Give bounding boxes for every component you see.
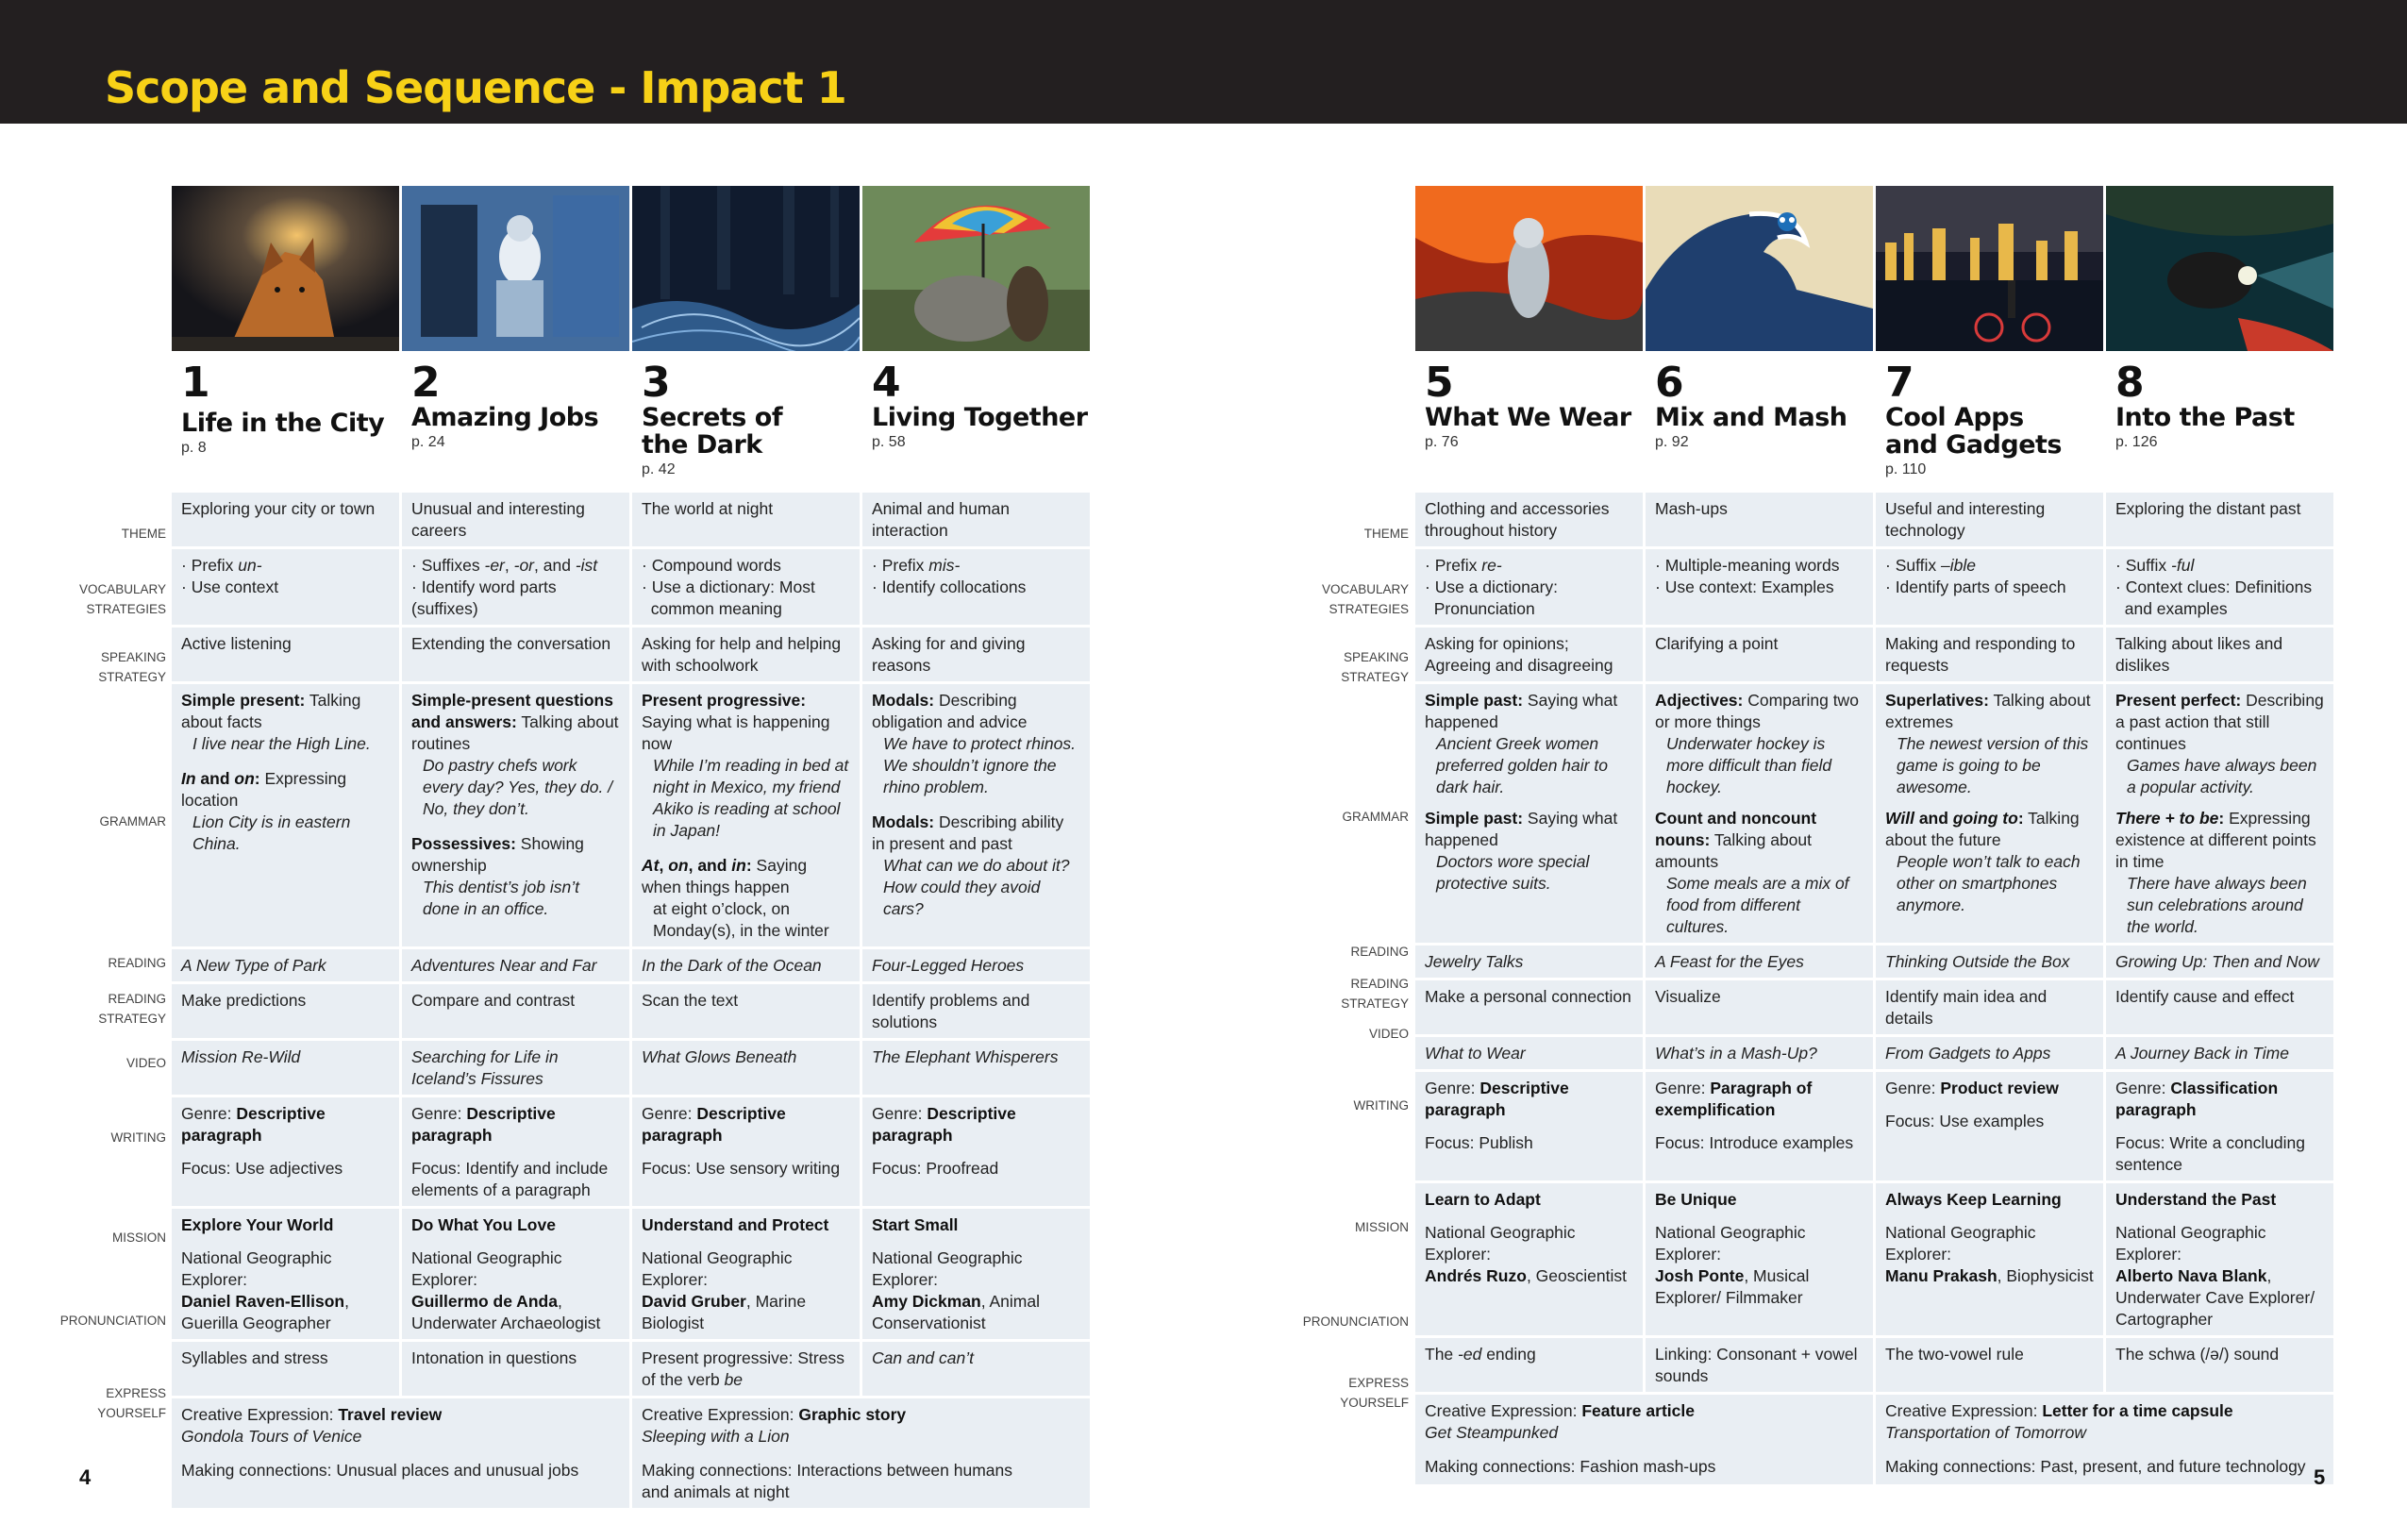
- city-night-photo: [1876, 186, 2103, 351]
- video-cell: Searching for Life in Iceland’s Fissures: [402, 1041, 629, 1095]
- row-vocabulary: [1415, 549, 2333, 625]
- label-reading-strategy: READING STRATEGY: [1341, 977, 1409, 1011]
- scope-table-right: [1412, 490, 2336, 1487]
- writing-cell: Genre: Descriptive paragraph Focus: Publish: [1415, 1072, 1643, 1180]
- label-video: VIDEO: [125, 1056, 166, 1070]
- unit-title-line2: and Gadgets: [1885, 430, 2062, 460]
- row-reading: [172, 949, 1090, 981]
- theme-cell: Clothing and accessories throughout history: [1415, 493, 1643, 546]
- grammar-cell: Simple-present questions and answers: Talking about routines Do pastry chefs work every day? Yes, they do. / No, they don’t. Possessives: Showing ownership This dentist’s job isn’t done in an office.: [402, 684, 629, 946]
- page-title: Scope and Sequence - Impact 1: [105, 62, 846, 113]
- row-mission: [1415, 1183, 2333, 1335]
- speaking-cell: Extending the conversation: [402, 628, 629, 681]
- express-cell: Creative Expression: Feature article Get Steampunked Making connections: Fashion mash-ups: [1415, 1395, 1873, 1484]
- unit-number: 8: [2115, 359, 2145, 407]
- reading-cell: Adventures Near and Far: [402, 949, 629, 981]
- pronunciation-cell: The two-vowel rule: [1876, 1338, 2103, 1392]
- cave-diver-photo: [2106, 186, 2333, 351]
- row-theme: [1415, 493, 2333, 546]
- unit-title: Life in the City: [181, 409, 385, 438]
- video-cell: From Gadgets to Apps: [1876, 1037, 2103, 1069]
- reading-strategy-cell: Make predictions: [172, 984, 399, 1038]
- unit-title: Living Together: [872, 403, 1088, 432]
- vocab-cell: · Prefix re- · Use a dictionary: Pronunciation: [1415, 549, 1643, 625]
- label-express: EXPRESS YOURSELF: [1340, 1376, 1409, 1410]
- grammar-cell: Present progressive: Saying what is happening now While I’m reading in bed at night in Mexico, my friend Akiko is reading at school in Japan! At, on, and in: Saying when things happen at eight o’clock, on Monday(s), in the winter: [632, 684, 860, 946]
- unit-title: Amazing Jobs: [411, 403, 599, 432]
- label-pronunciation: PRONUNCIATION: [59, 1314, 166, 1328]
- label-mission: MISSION: [1354, 1220, 1409, 1234]
- label-speaking: SPEAKING STRATEGY: [98, 650, 166, 684]
- reading-strategy-cell: Identify cause and effect: [2106, 980, 2333, 1034]
- scope-table-left: [169, 490, 1093, 1511]
- unit-page: p. 8: [181, 440, 207, 456]
- unit-number: 2: [411, 359, 441, 407]
- speaking-cell: Active listening: [172, 628, 399, 681]
- grammar-cell: Simple present: Talking about facts I live near the High Line. In and on: Expressing location Lion City is in eastern China.: [172, 684, 399, 946]
- unit-page: p. 92: [1655, 434, 1689, 450]
- lava-suit-photo: [1415, 186, 1643, 351]
- unit-header[interactable]: [2106, 359, 2333, 490]
- label-video: VIDEO: [1368, 1027, 1409, 1041]
- reading-strategy-cell: Scan the text: [632, 984, 860, 1038]
- pronunciation-cell: The schwa (/ə/) sound: [2106, 1338, 2333, 1392]
- speaking-cell: Asking for opinions; Agreeing and disagreeing: [1415, 628, 1643, 681]
- unit-photos: [1415, 186, 2336, 351]
- vocab-cell: · Prefix un- · Use context: [172, 549, 399, 625]
- glowing-forest-photo: [632, 186, 860, 351]
- row-video: [1415, 1037, 2333, 1069]
- reading-cell: In the Dark of the Ocean: [632, 949, 860, 981]
- label-grammar: GRAMMAR: [99, 814, 166, 829]
- unit-page: p. 126: [2115, 434, 2158, 450]
- row-vocabulary: [172, 549, 1090, 625]
- rhino-umbrella-photo: [862, 186, 1090, 351]
- row-mission: [172, 1209, 1090, 1339]
- unit-header[interactable]: [402, 359, 629, 490]
- speaking-cell: Clarifying a point: [1646, 628, 1873, 681]
- theme-cell: Animal and human interaction: [862, 493, 1090, 546]
- fox-photo: [172, 186, 399, 351]
- unit-photos: [172, 186, 1093, 351]
- vocab-cell: · Multiple-meaning words · Use context: Examples: [1646, 549, 1873, 625]
- unit-page: p. 42: [642, 461, 676, 477]
- vocab-cell: · Compound words · Use a dictionary: Most common meaning: [632, 549, 860, 625]
- video-cell: A Journey Back in Time: [2106, 1037, 2333, 1069]
- grammar-cell: Present perfect: Describing a past action that still continues Games have always been a popular activity. There + to be: Expressing existence at different points in time There have always been sun celebrations around the world.: [2106, 684, 2333, 943]
- reading-strategy-cell: Identify problems and solutions: [862, 984, 1090, 1038]
- theme-cell: The world at night: [632, 493, 860, 546]
- label-writing: WRITING: [110, 1130, 166, 1145]
- theme-cell: Unusual and interesting careers: [402, 493, 629, 546]
- writing-cell: Genre: Descriptive paragraph Focus: Use sensory writing: [632, 1097, 860, 1206]
- grammar-cell: Modals: Describing obligation and advice We have to protect rhinos. We shouldn’t ignore the rhino problem. Modals: Describing ability in present and past What can we do about it? How could they avoid cars?: [862, 684, 1090, 946]
- writing-cell: Genre: Descriptive paragraph Focus: Proofread: [862, 1097, 1090, 1206]
- reading-cell: A Feast for the Eyes: [1646, 946, 1873, 978]
- mission-cell: Understand the Past National Geographic Explorer: Alberto Nava Blank, Underwater Cave Explorer/ Cartographer: [2106, 1183, 2333, 1335]
- unit-number: 6: [1655, 359, 1684, 407]
- page-number-right: 5: [2314, 1465, 2326, 1489]
- row-video: [172, 1041, 1090, 1095]
- unit-page: p. 76: [1425, 434, 1459, 450]
- express-cell: Creative Expression: Graphic story Sleeping with a Lion Making connections: Interactions between humans and animals at night: [632, 1398, 1090, 1508]
- row-speaking: [172, 628, 1090, 681]
- label-express: EXPRESS YOURSELF: [97, 1386, 166, 1420]
- label-theme: THEME: [121, 527, 166, 541]
- mission-cell: Learn to Adapt National Geographic Explorer: Andrés Ruzo, Geoscientist: [1415, 1183, 1643, 1335]
- unit-number: 5: [1425, 359, 1454, 407]
- row-express: [1415, 1395, 2333, 1484]
- speaking-cell: Making and responding to requests: [1876, 628, 2103, 681]
- right-page: [1415, 186, 2336, 1487]
- video-cell: The Elephant Whisperers: [862, 1041, 1090, 1095]
- row-pronunciation: [1415, 1338, 2333, 1392]
- unit-header[interactable]: [1876, 359, 2103, 490]
- theme-cell: Mash-ups: [1646, 493, 1873, 546]
- unit-number: 1: [181, 359, 210, 407]
- row-express: [172, 1398, 1090, 1508]
- label-grammar: GRAMMAR: [1342, 810, 1409, 824]
- reading-cell: Thinking Outside the Box: [1876, 946, 2103, 978]
- writing-cell: Genre: Descriptive paragraph Focus: Use adjectives: [172, 1097, 399, 1206]
- diver-lab-photo: [402, 186, 629, 351]
- great-wave-photo: [1646, 186, 1873, 351]
- label-reading: READING: [108, 956, 166, 970]
- left-page: [172, 186, 1093, 1511]
- pronunciation-cell: Can and can’t: [862, 1342, 1090, 1396]
- speaking-cell: Asking for and giving reasons: [862, 628, 1090, 681]
- label-vocab: VOCABULARY STRATEGIES: [1321, 582, 1409, 616]
- grammar-cell: Adjectives: Comparing two or more things Underwater hockey is more difficult than field hockey. Count and noncount nouns: Talking about amounts Some meals are a mix of food from different cultures.: [1646, 684, 1873, 943]
- label-theme: THEME: [1363, 527, 1409, 541]
- express-cell: Creative Expression: Travel review Gondola Tours of Venice Making connections: Unusual places and unusual jobs: [172, 1398, 629, 1508]
- pronunciation-cell: The -ed ending: [1415, 1338, 1643, 1392]
- writing-cell: Genre: Descriptive paragraph Focus: Identify and include elements of a paragraph: [402, 1097, 629, 1206]
- unit-title: Cool Apps: [1885, 403, 2024, 432]
- page-number-left: 4: [79, 1465, 92, 1489]
- reading-strategy-cell: Compare and contrast: [402, 984, 629, 1038]
- unit-title-line2: the Dark: [642, 430, 762, 460]
- unit-number: 4: [872, 359, 901, 407]
- pronunciation-cell: Intonation in questions: [402, 1342, 629, 1396]
- express-cell: Creative Expression: Letter for a time capsule Transportation of Tomorrow Making connections: Past, present, and future technology: [1876, 1395, 2333, 1484]
- unit-header[interactable]: [862, 359, 1090, 490]
- theme-cell: Useful and interesting technology: [1876, 493, 2103, 546]
- unit-header[interactable]: [632, 359, 860, 490]
- pronunciation-cell: Linking: Consonant + vowel sounds: [1646, 1338, 1873, 1392]
- unit-title: What We Wear: [1425, 403, 1631, 432]
- speaking-cell: Asking for help and helping with schoolwork: [632, 628, 860, 681]
- writing-cell: Genre: Classification paragraph Focus: Write a concluding sentence: [2106, 1072, 2333, 1180]
- unit-page: p. 110: [1885, 461, 1927, 477]
- row-speaking: [1415, 628, 2333, 681]
- pronunciation-cell: Syllables and stress: [172, 1342, 399, 1396]
- row-grammar: [172, 684, 1090, 946]
- reading-strategy-cell: Identify main idea and details: [1876, 980, 2103, 1034]
- grammar-cell: Simple past: Saying what happened Ancient Greek women preferred golden hair to dark hair. Simple past: Saying what happened Doctors wore special protective suits.: [1415, 684, 1643, 943]
- unit-header[interactable]: [1646, 359, 1873, 490]
- video-cell: What’s in a Mash-Up?: [1646, 1037, 1873, 1069]
- row-theme: [172, 493, 1090, 546]
- mission-cell: Understand and Protect National Geographic Explorer: David Gruber, Marine Biologist: [632, 1209, 860, 1339]
- writing-cell: Genre: Paragraph of exemplification Focus: Introduce examples: [1646, 1072, 1873, 1180]
- speaking-cell: Talking about likes and dislikes: [2106, 628, 2333, 681]
- unit-title: Mix and Mash: [1655, 403, 1847, 432]
- reading-cell: Four-Legged Heroes: [862, 949, 1090, 981]
- theme-cell: Exploring your city or town: [172, 493, 399, 546]
- mission-cell: Be Unique National Geographic Explorer: Josh Ponte, Musical Explorer/ Filmmaker: [1646, 1183, 1873, 1335]
- row-reading: [1415, 946, 2333, 978]
- reading-cell: Growing Up: Then and Now: [2106, 946, 2333, 978]
- grammar-cell: Superlatives: Talking about extremes The newest version of this game is going to be awesome. Will and going to: Talking about the future People won’t talk to each other on smartphones anymore.: [1876, 684, 2103, 943]
- vocab-cell: · Suffixes -er, -or, and -ist · Identify word parts (suffixes): [402, 549, 629, 625]
- unit-title: Into the Past: [2115, 403, 2295, 432]
- vocab-cell: · Prefix mis- · Identify collocations: [862, 549, 1090, 625]
- unit-page: p. 58: [872, 434, 906, 450]
- unit-header[interactable]: [172, 359, 399, 490]
- label-writing: WRITING: [1353, 1098, 1409, 1113]
- row-pronunciation: [172, 1342, 1090, 1396]
- mission-cell: Start Small National Geographic Explorer: Amy Dickman, Animal Conservationist: [862, 1209, 1090, 1339]
- unit-header[interactable]: [1415, 359, 1643, 490]
- reading-cell: A New Type of Park: [172, 949, 399, 981]
- pronunciation-cell: Present progressive: Stress of the verb be: [632, 1342, 860, 1396]
- reading-cell: Jewelry Talks: [1415, 946, 1643, 978]
- reading-strategy-cell: Visualize: [1646, 980, 1873, 1034]
- label-reading-strategy: READING STRATEGY: [98, 992, 166, 1026]
- mission-cell: Explore Your World National Geographic Explorer: Daniel Raven-Ellison, Guerilla Geographer: [172, 1209, 399, 1339]
- vocab-cell: · Suffix –ible · Identify parts of speech: [1876, 549, 2103, 625]
- writing-cell: Genre: Product review Focus: Use examples: [1876, 1072, 2103, 1180]
- unit-headers-right: [1415, 359, 2336, 490]
- video-cell: Mission Re-Wild: [172, 1041, 399, 1095]
- label-mission: MISSION: [111, 1230, 166, 1245]
- video-cell: What Glows Beneath: [632, 1041, 860, 1095]
- row-writing: [172, 1097, 1090, 1206]
- theme-cell: Exploring the distant past: [2106, 493, 2333, 546]
- label-pronunciation: PRONUNCIATION: [1302, 1314, 1409, 1329]
- reading-strategy-cell: Make a personal connection: [1415, 980, 1643, 1034]
- unit-page: p. 24: [411, 434, 445, 450]
- label-speaking: SPEAKING STRATEGY: [1341, 650, 1409, 684]
- mission-cell: Do What You Love National Geographic Explorer: Guillermo de Anda, Underwater Archaeologist: [402, 1209, 629, 1339]
- row-reading-strategy: [172, 984, 1090, 1038]
- unit-number: 3: [642, 359, 671, 407]
- row-writing: [1415, 1072, 2333, 1180]
- unit-headers-left: [172, 359, 1093, 490]
- row-reading-strategy: [1415, 980, 2333, 1034]
- unit-title: Secrets of: [642, 403, 783, 432]
- row-grammar: [1415, 684, 2333, 943]
- label-reading: READING: [1350, 945, 1409, 959]
- vocab-cell: · Suffix -ful · Context clues: Definitions and examples: [2106, 549, 2333, 625]
- label-vocab: VOCABULARY STRATEGIES: [78, 582, 166, 616]
- mission-cell: Always Keep Learning National Geographic Explorer: Manu Prakash, Biophysicist: [1876, 1183, 2103, 1335]
- video-cell: What to Wear: [1415, 1037, 1643, 1069]
- unit-number: 7: [1885, 359, 1914, 407]
